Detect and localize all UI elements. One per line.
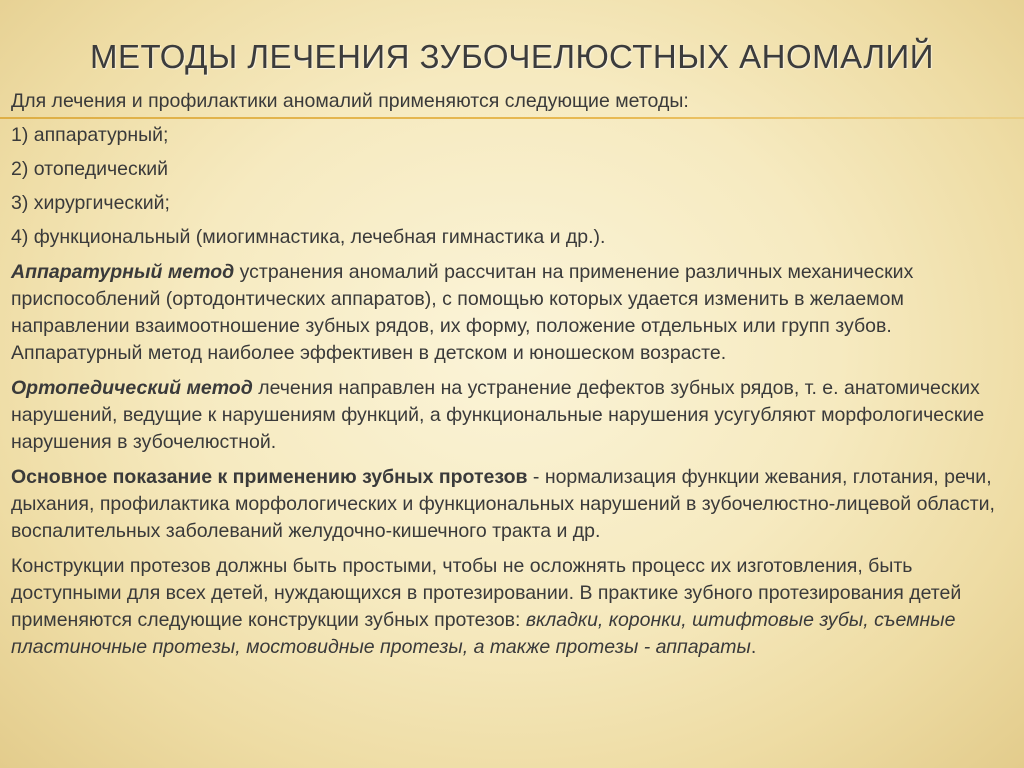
paragraph-indication <box>11 464 1016 545</box>
paragraph-indication-text: - нормализация функции жевания, глотания, речи, дыхания, профилактика морфологических и функциональных нарушений в зубочелюстно-лицевой области, воспалительных заболеваний желудочно-кишечного тракта и др. <box>11 466 995 542</box>
method-item-2: 2) отопедический <box>11 158 169 180</box>
paragraph-constructions <box>11 553 1016 661</box>
paragraph-apparatus-lead: Аппаратурный метод <box>11 261 235 283</box>
slide-title: МЕТОДЫ ЛЕЧЕНИЯ ЗУБОЧЕЛЮСТНЫХ АНОМАЛИЙ <box>90 38 934 75</box>
slide-body <box>11 88 1016 661</box>
paragraph-constructions-italic: вкладки, коронки, штифтовые зубы, съемные пластиночные протезы, мостовидные протезы, а также протезы - аппараты <box>11 609 956 658</box>
method-item-1: 1) аппаратурный; <box>11 124 169 146</box>
paragraph-indication-lead: Основное показание к применению зубных протезов <box>11 466 528 488</box>
paragraph-apparatus-text: устранения аномалий рассчитан на применение различных механических приспособлений (ортодонтических аппаратов), с помощью которых удается изменить в желаемом направлении взаимоотношение зубных рядов, их форму, положение отдельных или групп зубов. Аппаратурный метод наиболее эффективен в детском и юношеском возрасте. <box>11 261 914 364</box>
paragraph-orthopedic-lead: Ортопедический метод <box>11 377 253 399</box>
paragraph-constructions-end: . <box>750 636 757 658</box>
paragraph-constructions-text: Конструкции протезов должны быть простыми, чтобы не осложнять процесс их изготовления, быть доступными для всех детей, нуждающихся в протезировании. В практике зубного протезирования детей применяются следующие конструкции зубных протезов: <box>11 555 962 631</box>
method-item-4: 4) функциональный (миогимнастика, лечебная гимнастика и др.). <box>11 226 606 248</box>
method-item-3: 3) хирургический; <box>11 192 170 214</box>
paragraph-apparatus <box>11 259 1016 367</box>
paragraph-orthopedic <box>11 375 1016 456</box>
intro-text: Для лечения и профилактики аномалий применяются следующие методы: <box>11 90 689 112</box>
paragraph-orthopedic-text: лечения направлен на устранение дефектов зубных рядов, т. е. анатомических нарушений, ведущие к нарушениям функций, а функциональные нарушения усугубляют морфологические нарушения в зубочелюстной. <box>11 377 985 453</box>
